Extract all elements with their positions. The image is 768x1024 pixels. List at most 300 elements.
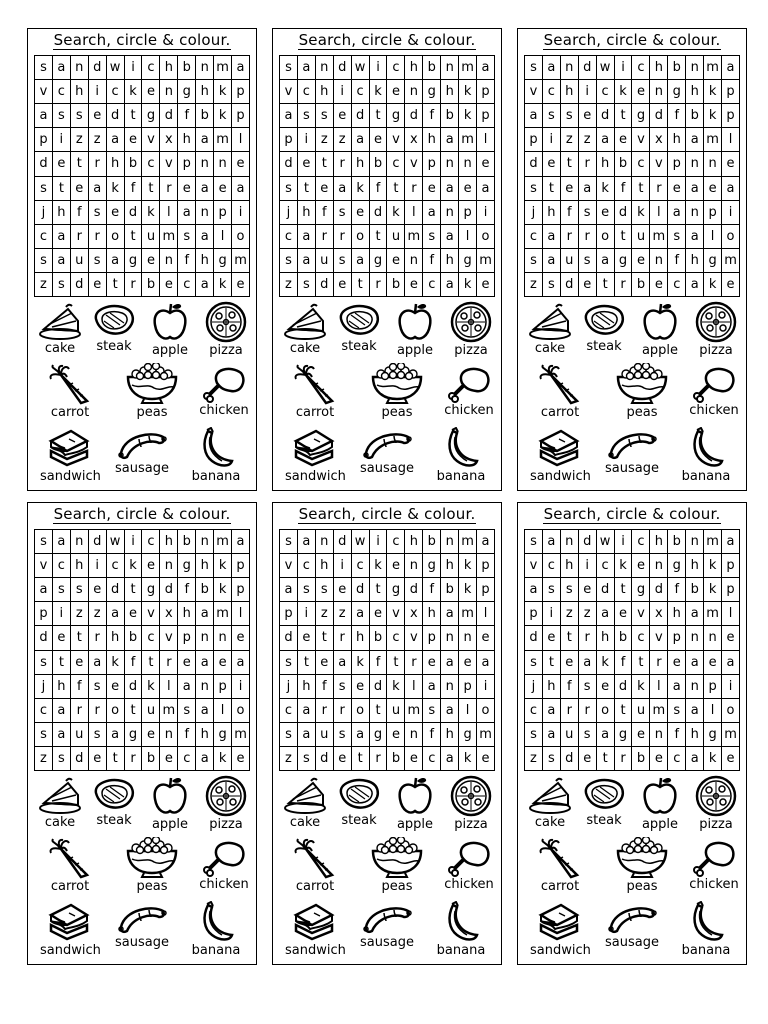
grid-cell[interactable]: d xyxy=(352,104,370,128)
grid-cell[interactable]: s xyxy=(561,578,579,602)
grid-cell[interactable]: p xyxy=(423,626,441,650)
grid-cell[interactable]: d xyxy=(125,201,143,225)
grid-cell[interactable]: c xyxy=(107,554,125,578)
grid-cell[interactable]: a xyxy=(722,651,740,675)
grid-cell[interactable]: e xyxy=(352,201,370,225)
grid-cell[interactable]: f xyxy=(125,651,143,675)
grid-cell[interactable]: m xyxy=(160,699,178,723)
grid-cell[interactable]: a xyxy=(196,747,214,771)
grid-cell[interactable]: g xyxy=(632,578,650,602)
grid-cell[interactable]: a xyxy=(477,56,495,80)
grid-cell[interactable]: t xyxy=(615,578,633,602)
grid-cell[interactable]: e xyxy=(477,273,495,297)
grid-cell[interactable]: v xyxy=(142,602,160,626)
grid-cell[interactable]: t xyxy=(387,177,405,201)
grid-cell[interactable]: a xyxy=(597,602,615,626)
grid-cell[interactable]: c xyxy=(597,554,615,578)
grid-cell[interactable]: a xyxy=(334,651,352,675)
grid-cell[interactable]: d xyxy=(160,578,178,602)
grid-cell[interactable]: t xyxy=(142,177,160,201)
grid-cell[interactable]: u xyxy=(71,723,89,747)
grid-cell[interactable]: d xyxy=(280,626,298,650)
grid-cell[interactable]: t xyxy=(370,699,388,723)
grid-cell[interactable]: a xyxy=(53,249,71,273)
grid-cell[interactable]: d xyxy=(561,747,579,771)
grid-cell[interactable]: a xyxy=(53,723,71,747)
grid-cell[interactable]: p xyxy=(214,675,232,699)
grid-cell[interactable]: h xyxy=(196,80,214,104)
grid-cell[interactable]: c xyxy=(53,80,71,104)
grid-cell[interactable]: a xyxy=(722,177,740,201)
grid-cell[interactable]: o xyxy=(107,225,125,249)
grid-cell[interactable]: k xyxy=(704,273,722,297)
grid-cell[interactable]: r xyxy=(405,177,423,201)
grid-cell[interactable]: a xyxy=(298,56,316,80)
grid-cell[interactable]: i xyxy=(722,675,740,699)
grid-cell[interactable]: v xyxy=(280,554,298,578)
grid-cell[interactable]: r xyxy=(71,225,89,249)
grid-cell[interactable]: c xyxy=(387,152,405,176)
grid-cell[interactable]: p xyxy=(477,554,495,578)
grid-cell[interactable]: g xyxy=(178,80,196,104)
grid-cell[interactable]: h xyxy=(423,128,441,152)
grid-cell[interactable]: r xyxy=(316,225,334,249)
grid-cell[interactable]: n xyxy=(441,675,459,699)
grid-cell[interactable]: b xyxy=(632,273,650,297)
grid-cell[interactable]: e xyxy=(387,554,405,578)
grid-cell[interactable]: t xyxy=(125,104,143,128)
grid-cell[interactable]: a xyxy=(352,602,370,626)
grid-cell[interactable]: f xyxy=(423,104,441,128)
grid-cell[interactable]: t xyxy=(615,699,633,723)
grid-cell[interactable]: n xyxy=(650,723,668,747)
grid-cell[interactable]: a xyxy=(686,128,704,152)
grid-cell[interactable]: a xyxy=(543,723,561,747)
grid-cell[interactable]: z xyxy=(525,747,543,771)
grid-cell[interactable]: a xyxy=(178,201,196,225)
grid-cell[interactable]: h xyxy=(196,554,214,578)
grid-cell[interactable]: r xyxy=(561,699,579,723)
grid-cell[interactable]: a xyxy=(686,177,704,201)
grid-cell[interactable]: p xyxy=(459,201,477,225)
grid-cell[interactable]: a xyxy=(441,128,459,152)
grid-cell[interactable]: m xyxy=(704,602,722,626)
grid-cell[interactable]: i xyxy=(370,530,388,554)
grid-cell[interactable]: u xyxy=(561,249,579,273)
grid-cell[interactable]: a xyxy=(107,723,125,747)
grid-cell[interactable]: s xyxy=(35,651,53,675)
grid-cell[interactable]: f xyxy=(668,723,686,747)
grid-cell[interactable]: a xyxy=(35,578,53,602)
grid-cell[interactable]: l xyxy=(232,128,250,152)
grid-cell[interactable]: e xyxy=(125,128,143,152)
grid-cell[interactable]: a xyxy=(543,225,561,249)
grid-cell[interactable]: s xyxy=(543,747,561,771)
grid-cell[interactable]: a xyxy=(196,602,214,626)
grid-cell[interactable]: k xyxy=(459,273,477,297)
grid-cell[interactable]: a xyxy=(232,651,250,675)
grid-cell[interactable]: e xyxy=(423,651,441,675)
grid-cell[interactable]: m xyxy=(459,56,477,80)
grid-cell[interactable]: r xyxy=(405,651,423,675)
grid-cell[interactable]: m xyxy=(459,530,477,554)
grid-cell[interactable]: n xyxy=(686,626,704,650)
grid-cell[interactable]: h xyxy=(298,675,316,699)
grid-cell[interactable]: d xyxy=(525,152,543,176)
grid-cell[interactable]: a xyxy=(441,747,459,771)
grid-cell[interactable]: c xyxy=(632,530,650,554)
grid-cell[interactable]: k xyxy=(214,578,232,602)
grid-cell[interactable]: k xyxy=(459,80,477,104)
grid-cell[interactable]: k xyxy=(615,554,633,578)
grid-cell[interactable]: e xyxy=(142,554,160,578)
grid-cell[interactable]: p xyxy=(704,201,722,225)
grid-cell[interactable]: t xyxy=(597,273,615,297)
grid-cell[interactable]: i xyxy=(543,602,561,626)
grid-cell[interactable]: p xyxy=(722,104,740,128)
grid-cell[interactable]: d xyxy=(579,56,597,80)
grid-cell[interactable]: n xyxy=(214,152,232,176)
grid-cell[interactable]: l xyxy=(405,675,423,699)
grid-cell[interactable]: i xyxy=(53,128,71,152)
grid-cell[interactable]: e xyxy=(597,675,615,699)
grid-cell[interactable]: s xyxy=(280,530,298,554)
grid-cell[interactable]: n xyxy=(160,554,178,578)
grid-cell[interactable]: e xyxy=(160,747,178,771)
grid-cell[interactable]: f xyxy=(668,249,686,273)
grid-cell[interactable]: n xyxy=(316,56,334,80)
grid-cell[interactable]: p xyxy=(232,80,250,104)
grid-cell[interactable]: a xyxy=(423,675,441,699)
grid-cell[interactable]: v xyxy=(387,128,405,152)
grid-cell[interactable]: g xyxy=(178,554,196,578)
grid-cell[interactable]: h xyxy=(561,554,579,578)
grid-cell[interactable]: f xyxy=(316,675,334,699)
grid-cell[interactable]: e xyxy=(579,104,597,128)
grid-cell[interactable]: j xyxy=(35,201,53,225)
grid-cell[interactable]: i xyxy=(543,128,561,152)
grid-cell[interactable]: k xyxy=(142,201,160,225)
grid-cell[interactable]: m xyxy=(405,699,423,723)
grid-cell[interactable]: k xyxy=(704,104,722,128)
grid-cell[interactable]: r xyxy=(71,699,89,723)
grid-cell[interactable]: m xyxy=(650,699,668,723)
grid-cell[interactable]: k xyxy=(214,80,232,104)
grid-cell[interactable]: e xyxy=(387,723,405,747)
grid-cell[interactable]: c xyxy=(280,699,298,723)
grid-cell[interactable]: h xyxy=(71,554,89,578)
grid-cell[interactable]: n xyxy=(561,530,579,554)
grid-cell[interactable]: a xyxy=(196,225,214,249)
grid-cell[interactable]: f xyxy=(316,201,334,225)
grid-cell[interactable]: u xyxy=(632,225,650,249)
grid-cell[interactable]: i xyxy=(477,675,495,699)
grid-cell[interactable]: e xyxy=(89,273,107,297)
grid-cell[interactable]: e xyxy=(477,152,495,176)
grid-cell[interactable]: p xyxy=(280,128,298,152)
grid-cell[interactable]: n xyxy=(196,530,214,554)
grid-cell[interactable]: s xyxy=(543,104,561,128)
grid-cell[interactable]: p xyxy=(423,152,441,176)
grid-cell[interactable]: e xyxy=(632,723,650,747)
grid-cell[interactable]: f xyxy=(423,578,441,602)
grid-cell[interactable]: s xyxy=(298,578,316,602)
grid-cell[interactable]: h xyxy=(686,554,704,578)
grid-cell[interactable]: o xyxy=(352,225,370,249)
grid-cell[interactable]: m xyxy=(650,225,668,249)
grid-cell[interactable]: a xyxy=(686,651,704,675)
grid-cell[interactable]: f xyxy=(71,675,89,699)
grid-cell[interactable]: n xyxy=(686,675,704,699)
grid-cell[interactable]: e xyxy=(650,273,668,297)
grid-cell[interactable]: a xyxy=(232,530,250,554)
grid-cell[interactable]: n xyxy=(441,152,459,176)
grid-cell[interactable]: s xyxy=(53,273,71,297)
grid-cell[interactable]: d xyxy=(579,530,597,554)
grid-cell[interactable]: r xyxy=(561,225,579,249)
grid-cell[interactable]: g xyxy=(214,249,232,273)
grid-cell[interactable]: k xyxy=(632,201,650,225)
grid-cell[interactable]: r xyxy=(160,177,178,201)
grid-cell[interactable]: d xyxy=(125,675,143,699)
grid-cell[interactable]: s xyxy=(668,699,686,723)
grid-cell[interactable]: r xyxy=(579,152,597,176)
grid-cell[interactable]: e xyxy=(232,273,250,297)
grid-cell[interactable]: i xyxy=(298,128,316,152)
grid-cell[interactable]: a xyxy=(722,530,740,554)
grid-cell[interactable]: d xyxy=(525,626,543,650)
grid-cell[interactable]: p xyxy=(477,578,495,602)
grid-cell[interactable]: m xyxy=(214,128,232,152)
grid-cell[interactable]: m xyxy=(459,128,477,152)
grid-cell[interactable]: p xyxy=(722,578,740,602)
grid-cell[interactable]: c xyxy=(543,80,561,104)
grid-cell[interactable]: e xyxy=(160,273,178,297)
grid-cell[interactable]: s xyxy=(71,578,89,602)
grid-cell[interactable]: v xyxy=(650,626,668,650)
grid-cell[interactable]: d xyxy=(405,578,423,602)
grid-cell[interactable]: a xyxy=(686,699,704,723)
grid-cell[interactable]: r xyxy=(89,626,107,650)
grid-cell[interactable]: k xyxy=(704,80,722,104)
grid-cell[interactable]: l xyxy=(722,602,740,626)
grid-cell[interactable]: t xyxy=(370,225,388,249)
grid-cell[interactable]: a xyxy=(232,177,250,201)
grid-cell[interactable]: e xyxy=(298,626,316,650)
grid-cell[interactable]: s xyxy=(334,723,352,747)
grid-cell[interactable]: m xyxy=(160,225,178,249)
grid-cell[interactable]: e xyxy=(615,128,633,152)
grid-cell[interactable]: a xyxy=(298,249,316,273)
grid-cell[interactable]: l xyxy=(477,128,495,152)
grid-cell[interactable]: s xyxy=(298,747,316,771)
grid-cell[interactable]: t xyxy=(615,225,633,249)
grid-cell[interactable]: k xyxy=(387,675,405,699)
grid-cell[interactable]: k xyxy=(704,578,722,602)
grid-cell[interactable]: g xyxy=(370,249,388,273)
grid-cell[interactable]: e xyxy=(668,651,686,675)
grid-cell[interactable]: e xyxy=(298,152,316,176)
grid-cell[interactable]: a xyxy=(196,128,214,152)
grid-cell[interactable]: e xyxy=(334,747,352,771)
grid-cell[interactable]: f xyxy=(125,177,143,201)
grid-cell[interactable]: r xyxy=(316,699,334,723)
grid-cell[interactable]: e xyxy=(334,273,352,297)
grid-cell[interactable]: z xyxy=(334,128,352,152)
grid-cell[interactable]: n xyxy=(650,249,668,273)
grid-cell[interactable]: t xyxy=(352,273,370,297)
grid-cell[interactable]: a xyxy=(686,273,704,297)
grid-cell[interactable]: v xyxy=(525,80,543,104)
grid-cell[interactable]: b xyxy=(686,578,704,602)
grid-cell[interactable]: g xyxy=(387,104,405,128)
grid-cell[interactable]: f xyxy=(71,201,89,225)
grid-cell[interactable]: a xyxy=(196,651,214,675)
grid-cell[interactable]: w xyxy=(107,56,125,80)
grid-cell[interactable]: p xyxy=(232,578,250,602)
grid-cell[interactable]: z xyxy=(334,602,352,626)
grid-cell[interactable]: p xyxy=(280,602,298,626)
grid-cell[interactable]: d xyxy=(370,201,388,225)
grid-cell[interactable]: f xyxy=(668,578,686,602)
grid-cell[interactable]: u xyxy=(316,249,334,273)
grid-cell[interactable]: n xyxy=(160,80,178,104)
grid-cell[interactable]: v xyxy=(35,554,53,578)
grid-cell[interactable]: n xyxy=(405,249,423,273)
grid-cell[interactable]: c xyxy=(423,747,441,771)
grid-cell[interactable]: c xyxy=(632,626,650,650)
grid-cell[interactable]: b xyxy=(178,56,196,80)
grid-cell[interactable]: c xyxy=(423,273,441,297)
grid-cell[interactable]: e xyxy=(579,747,597,771)
grid-cell[interactable]: z xyxy=(316,128,334,152)
grid-cell[interactable]: s xyxy=(334,249,352,273)
grid-cell[interactable]: l xyxy=(214,699,232,723)
grid-cell[interactable]: r xyxy=(125,747,143,771)
grid-cell[interactable]: e xyxy=(232,152,250,176)
grid-cell[interactable]: z xyxy=(71,602,89,626)
grid-cell[interactable]: e xyxy=(543,152,561,176)
grid-cell[interactable]: e xyxy=(459,177,477,201)
grid-cell[interactable]: v xyxy=(525,554,543,578)
grid-cell[interactable]: c xyxy=(352,80,370,104)
grid-cell[interactable]: s xyxy=(298,104,316,128)
grid-cell[interactable]: b xyxy=(196,578,214,602)
grid-cell[interactable]: r xyxy=(334,626,352,650)
grid-cell[interactable]: d xyxy=(35,152,53,176)
grid-cell[interactable]: d xyxy=(35,626,53,650)
grid-cell[interactable]: e xyxy=(423,177,441,201)
grid-cell[interactable]: t xyxy=(352,747,370,771)
grid-cell[interactable]: s xyxy=(316,104,334,128)
grid-cell[interactable]: w xyxy=(597,530,615,554)
grid-cell[interactable]: r xyxy=(370,747,388,771)
grid-cell[interactable]: p xyxy=(477,80,495,104)
grid-cell[interactable]: r xyxy=(334,225,352,249)
grid-cell[interactable]: p xyxy=(35,602,53,626)
grid-cell[interactable]: d xyxy=(89,530,107,554)
grid-cell[interactable]: e xyxy=(316,177,334,201)
grid-cell[interactable]: e xyxy=(142,723,160,747)
grid-cell[interactable]: f xyxy=(561,675,579,699)
grid-cell[interactable]: d xyxy=(334,56,352,80)
grid-cell[interactable]: l xyxy=(650,201,668,225)
grid-cell[interactable]: z xyxy=(561,602,579,626)
grid-cell[interactable]: v xyxy=(632,602,650,626)
grid-cell[interactable]: t xyxy=(71,152,89,176)
grid-cell[interactable]: r xyxy=(650,651,668,675)
grid-cell[interactable]: c xyxy=(632,56,650,80)
grid-cell[interactable]: h xyxy=(597,626,615,650)
grid-cell[interactable]: b xyxy=(615,152,633,176)
grid-cell[interactable]: d xyxy=(89,56,107,80)
grid-cell[interactable]: a xyxy=(196,273,214,297)
grid-cell[interactable]: m xyxy=(214,56,232,80)
grid-cell[interactable]: a xyxy=(196,177,214,201)
grid-cell[interactable]: i xyxy=(370,56,388,80)
grid-cell[interactable]: p xyxy=(459,675,477,699)
grid-cell[interactable]: t xyxy=(125,578,143,602)
grid-cell[interactable]: t xyxy=(316,152,334,176)
grid-cell[interactable]: r xyxy=(579,225,597,249)
grid-cell[interactable]: b xyxy=(125,626,143,650)
grid-cell[interactable]: b xyxy=(178,530,196,554)
grid-cell[interactable]: a xyxy=(668,201,686,225)
grid-cell[interactable]: h xyxy=(686,723,704,747)
grid-cell[interactable]: e xyxy=(214,651,232,675)
grid-cell[interactable]: a xyxy=(543,249,561,273)
grid-cell[interactable]: d xyxy=(405,104,423,128)
grid-cell[interactable]: k xyxy=(370,80,388,104)
grid-cell[interactable]: w xyxy=(352,56,370,80)
grid-cell[interactable]: h xyxy=(405,530,423,554)
grid-cell[interactable]: a xyxy=(668,675,686,699)
grid-cell[interactable]: c xyxy=(280,225,298,249)
grid-cell[interactable]: t xyxy=(316,626,334,650)
grid-cell[interactable]: k xyxy=(597,177,615,201)
grid-cell[interactable]: b xyxy=(615,626,633,650)
grid-cell[interactable]: a xyxy=(525,578,543,602)
grid-cell[interactable]: t xyxy=(298,651,316,675)
grid-cell[interactable]: h xyxy=(316,80,334,104)
grid-cell[interactable]: e xyxy=(334,104,352,128)
grid-cell[interactable]: a xyxy=(107,128,125,152)
grid-cell[interactable]: b xyxy=(423,56,441,80)
grid-cell[interactable]: e xyxy=(561,177,579,201)
grid-cell[interactable]: k xyxy=(214,273,232,297)
grid-cell[interactable]: r xyxy=(125,273,143,297)
grid-cell[interactable]: k xyxy=(704,747,722,771)
grid-cell[interactable]: r xyxy=(615,273,633,297)
grid-cell[interactable]: a xyxy=(107,602,125,626)
grid-cell[interactable]: a xyxy=(477,651,495,675)
grid-cell[interactable]: n xyxy=(196,201,214,225)
grid-cell[interactable]: g xyxy=(615,249,633,273)
grid-cell[interactable]: e xyxy=(125,602,143,626)
grid-cell[interactable]: m xyxy=(704,530,722,554)
grid-cell[interactable]: h xyxy=(53,201,71,225)
grid-cell[interactable]: s xyxy=(668,225,686,249)
grid-cell[interactable]: h xyxy=(441,554,459,578)
grid-cell[interactable]: a xyxy=(89,177,107,201)
grid-cell[interactable]: a xyxy=(298,723,316,747)
grid-cell[interactable]: d xyxy=(316,747,334,771)
grid-cell[interactable]: e xyxy=(316,651,334,675)
grid-cell[interactable]: k xyxy=(459,747,477,771)
grid-cell[interactable]: p xyxy=(525,602,543,626)
grid-cell[interactable]: a xyxy=(686,225,704,249)
grid-cell[interactable]: n xyxy=(650,554,668,578)
